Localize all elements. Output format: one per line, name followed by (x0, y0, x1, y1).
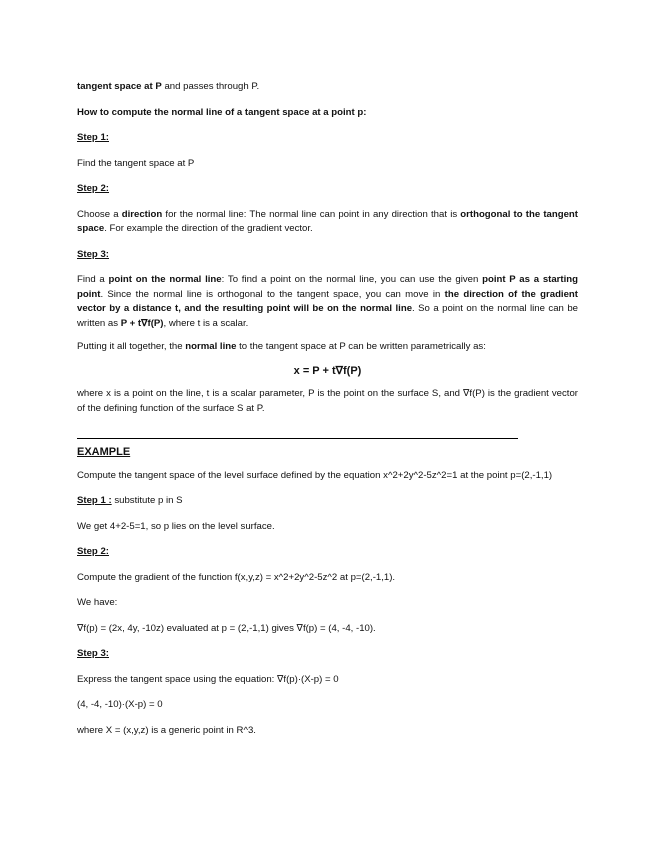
example-step3-text: Express the tangent space using the equation: ∇f(p)·(X-p) = 0 (77, 673, 339, 685)
document-body (77, 80, 578, 738)
example-step2-text: Compute the gradient of the function f(x,y,z) = x^2+2y^2-5z^2 at p=(2,-1,1). (77, 571, 396, 583)
horizontal-divider (77, 438, 518, 439)
together-b1: normal line (185, 341, 237, 352)
step3-t5: , where t is a scalar. (163, 317, 249, 329)
example-step1 (77, 494, 578, 509)
example-step1-text: substitute p in S (111, 495, 183, 506)
example-step1-result: We get 4+2-5=1, so p lies on the level surface. (77, 520, 275, 532)
example-step3-heading: Step 3: (77, 648, 109, 659)
step2-b1: direction (121, 208, 163, 220)
step3-paragraph (77, 273, 578, 331)
normal-line-equation: x = P + t∇f(P) (293, 364, 362, 377)
where-paragraph: where x is a point on the line, t is a scalar parameter, P is the point on the surface S, and ∇f(P) is the gradient vector of the defining function of the surface S at P. (77, 388, 578, 414)
step3-t4: . So a point on the normal line can be written as (77, 303, 578, 329)
step2-t3: . For example the direction of the gradient vector. (104, 223, 313, 234)
together-t2: to the tangent space at P can be written parametrically as: (236, 341, 486, 352)
step3-t2: : To find a point on the normal line, you can use the given (221, 274, 483, 285)
intro-rest: and passes through P. (161, 81, 260, 92)
step1-heading: Step 1: (77, 132, 109, 143)
intro-bold: tangent space at P (77, 81, 162, 92)
step2-t1: Choose a (77, 208, 122, 220)
example-step2-heading: Step 2: (77, 546, 109, 557)
how-to-title: How to compute the normal line of a tangent space at a point p: (77, 106, 367, 118)
example-gradient: ∇f(p) = (2x, 4y, -10z) evaluated at p = (2,-1,1) gives ∇f(p) = (4, -4, -10). (77, 622, 376, 634)
step2-paragraph (77, 208, 578, 237)
together-t1: Putting it all together, the (77, 341, 186, 352)
step3-b3: the direction of the gradient vector by a distance t, and the resulting point will be on the normal line (77, 288, 578, 314)
step1-text: Find the tangent space at P (77, 157, 195, 169)
step3-t1: Find a (77, 274, 109, 285)
example-step1-heading: Step 1 : (77, 495, 112, 506)
step2-heading: Step 2: (77, 183, 109, 194)
step3-heading: Step 3: (77, 248, 109, 260)
example-problem: Compute the tangent space of the level surface defined by the equation x^2+2y^2-5z^2=1 at the point p=(2,-1,1) (77, 469, 553, 481)
step3-b2: point P as a starting point (77, 274, 578, 300)
step2-b2: orthogonal to the tangent space (77, 208, 578, 234)
example-step3-equation: (4, -4, -10)·(X-p) = 0 (77, 699, 163, 710)
intro-line (77, 80, 578, 95)
example-we-have: We have: (77, 597, 118, 608)
step3-b1: point on the normal line (108, 274, 222, 285)
step2-t2: for the normal line: The normal line can point in any direction that is (162, 208, 461, 220)
step3-b4: P + t∇f(P) (120, 317, 164, 329)
example-title: EXAMPLE (77, 446, 131, 458)
together-paragraph (77, 340, 578, 355)
step3-t3: . Since the normal line is orthogonal to the tangent space, you can move in (100, 288, 445, 300)
example-step3-where: where X = (x,y,z) is a generic point in R^3. (77, 724, 256, 736)
